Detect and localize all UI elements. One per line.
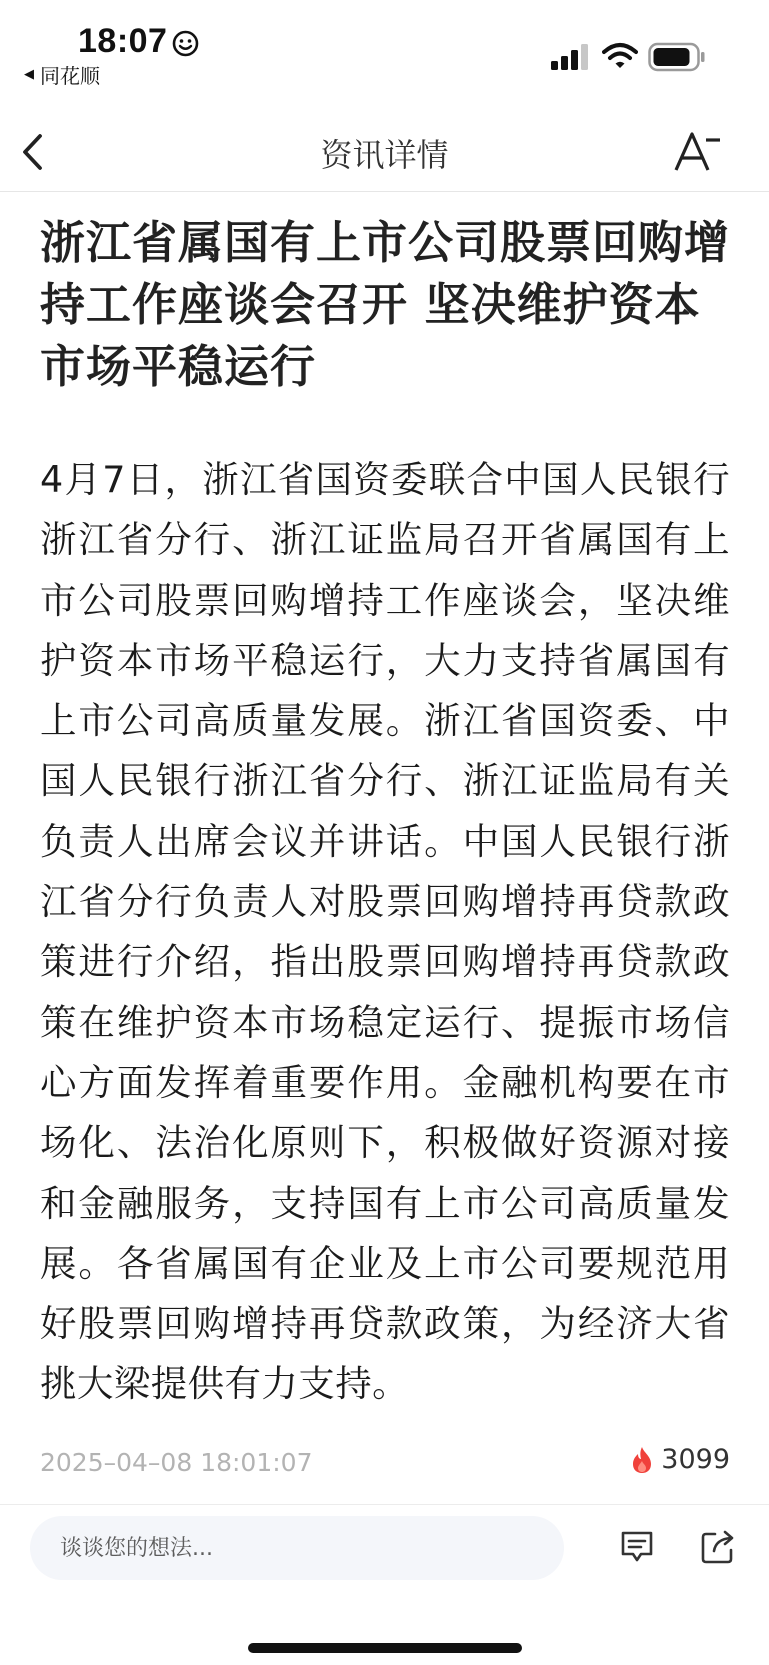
heat-count-value: 3099 xyxy=(661,1444,730,1475)
bottom-divider xyxy=(0,1504,769,1505)
comment-icon[interactable] xyxy=(620,1530,654,1566)
wifi-icon xyxy=(602,42,638,70)
fire-icon xyxy=(631,1446,653,1474)
status-bar xyxy=(0,0,769,110)
article-meta xyxy=(40,1444,730,1484)
article-headline: 浙江省属国有上市公司股票回购增持工作座谈会召开 坚决维护资本市场平稳运行 xyxy=(40,216,731,393)
home-indicator xyxy=(248,1643,522,1653)
status-time: 18:07 xyxy=(78,22,168,60)
heat-counter xyxy=(631,1444,730,1475)
battery-icon xyxy=(648,42,706,72)
page-title: 资讯详情 xyxy=(320,136,449,174)
smile-icon xyxy=(172,30,199,57)
back-app-label: 同花顺 xyxy=(40,64,100,88)
font-size-icon[interactable] xyxy=(670,130,722,174)
comment-input[interactable] xyxy=(30,1516,564,1580)
back-triangle-icon: ◀ xyxy=(24,67,34,82)
signal-icon xyxy=(551,44,591,70)
article-body: 4月7日，浙江省国资委联合中国人民银行浙江省分行、浙江证监局召开省属国有上市公司股票回购增持工作座谈会，坚决维护资本市场平稳运行，大力支持省属国有上市公司高质量发展。浙江省国资委、中国人民银行浙江省分行、浙江证监局有关负责人出席会议并讲话。中国人民银行浙江省分行负责人对股票回购增持再贷款政策进行介绍，指出股票回购增持再贷款政策在维护资本市场稳定运行、提振市场信心方面发挥着重要作用。金融机构要在市场化、法治化原则下，积极做好资源对接和金融服务，支持国有上市公司高质量发展。各省属国有企业及上市公司要规范用好股票回购增持再贷款政策，为经济大省挑大梁提供有力支持。 xyxy=(40,458,730,1406)
back-to-app-button[interactable] xyxy=(24,60,100,89)
share-icon[interactable] xyxy=(700,1529,736,1565)
publish-timestamp: 2025–04–08 18:01:07 xyxy=(40,1448,313,1477)
nav-bar xyxy=(0,110,769,192)
